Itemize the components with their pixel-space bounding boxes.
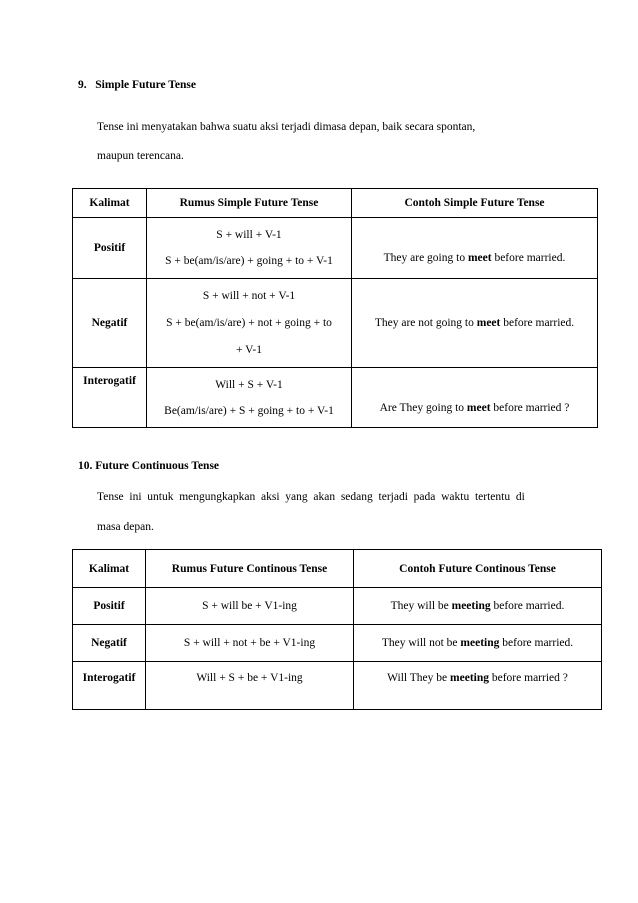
table-header-row: [73, 189, 598, 218]
example-text: before married ?: [489, 672, 568, 684]
formula-line: S + be(am/is/are) + going + to + V-1: [165, 255, 333, 267]
section-10-heading: 10. Future Continuous Tense: [78, 460, 220, 472]
table-row: [73, 218, 598, 279]
example-keyword: meet: [467, 252, 492, 264]
example-cell: [354, 588, 602, 625]
formula-cell: [147, 368, 352, 428]
table-row: [73, 279, 598, 368]
formula-cell: S + will be + V1-ing: [146, 588, 354, 625]
example-cell: [354, 625, 602, 662]
header-rumus: Rumus Future Continous Tense: [146, 550, 354, 588]
header-contoh: Contoh Simple Future Tense: [352, 189, 598, 218]
row-label: Interogatif: [73, 368, 147, 428]
header-contoh: Contoh Future Continous Tense: [354, 550, 602, 588]
example-cell: [352, 368, 598, 428]
example-text: Are They going to: [379, 402, 467, 414]
example-cell: [352, 279, 598, 368]
example-text: They are not going to: [374, 317, 477, 329]
section-9-paragraph-line-1: Tense ini menyatakan bahwa suatu aksi terjadi dimasa depan, baik secara spontan,: [97, 121, 476, 133]
row-label: Negatif: [73, 625, 146, 662]
formula-line: S + will + V-1: [216, 229, 282, 241]
future-continuous-table: [72, 549, 602, 710]
example-keyword: meet: [466, 402, 491, 414]
example-text: before married ?: [490, 402, 570, 414]
example-text: before married.: [490, 600, 565, 612]
example-keyword: meet: [476, 317, 501, 329]
section-9-heading: 9. Simple Future Tense: [78, 79, 196, 91]
header-rumus: Rumus Simple Future Tense: [147, 189, 352, 218]
formula-line: Will + S + V-1: [215, 378, 283, 391]
table-row: [73, 625, 602, 662]
formula-line: Be(am/is/are) + S + going + to + V-1: [164, 404, 334, 417]
example-cell: [352, 218, 598, 279]
example-text: They are going to: [383, 252, 468, 264]
example-text: They will not be: [381, 637, 461, 649]
example-cell: [354, 662, 602, 710]
table-header-row: [73, 550, 602, 588]
header-kalimat: Kalimat: [73, 550, 146, 588]
table-row: [73, 662, 602, 710]
example-text: before married.: [500, 317, 575, 329]
formula-cell: [147, 279, 352, 368]
section-10-paragraph-line-2: masa depan.: [97, 521, 154, 533]
row-label: Interogatif: [73, 662, 146, 710]
formula-line: + V-1: [236, 344, 262, 356]
example-keyword: meeting: [460, 637, 500, 649]
simple-future-table: [72, 188, 598, 428]
formula-cell: Will + S + be + V1-ing: [146, 662, 354, 710]
section-10-paragraph-line-1: Tense ini untuk mengungkapkan aksi yang akan sedang terjadi pada waktu tertentu di: [97, 491, 525, 503]
formula-line: S + be(am/is/are) + not + going + to: [166, 317, 332, 329]
row-label: Positif: [73, 588, 146, 625]
table-row: [73, 588, 602, 625]
section-9-paragraph-line-2: maupun terencana.: [97, 150, 184, 162]
example-text: They will be: [390, 600, 452, 612]
example-keyword: meeting: [450, 672, 489, 684]
formula-cell: [147, 218, 352, 279]
example-text: before married.: [499, 637, 574, 649]
example-keyword: meeting: [451, 600, 491, 612]
example-text: before married.: [491, 252, 566, 264]
formula-line: S + will + not + V-1: [202, 290, 296, 302]
row-label: Negatif: [73, 279, 147, 368]
row-label: Positif: [73, 218, 147, 279]
table-row: [73, 368, 598, 428]
header-kalimat: Kalimat: [73, 189, 147, 218]
example-text: Will They be: [387, 672, 451, 684]
formula-cell: S + will + not + be + V1-ing: [146, 625, 354, 662]
